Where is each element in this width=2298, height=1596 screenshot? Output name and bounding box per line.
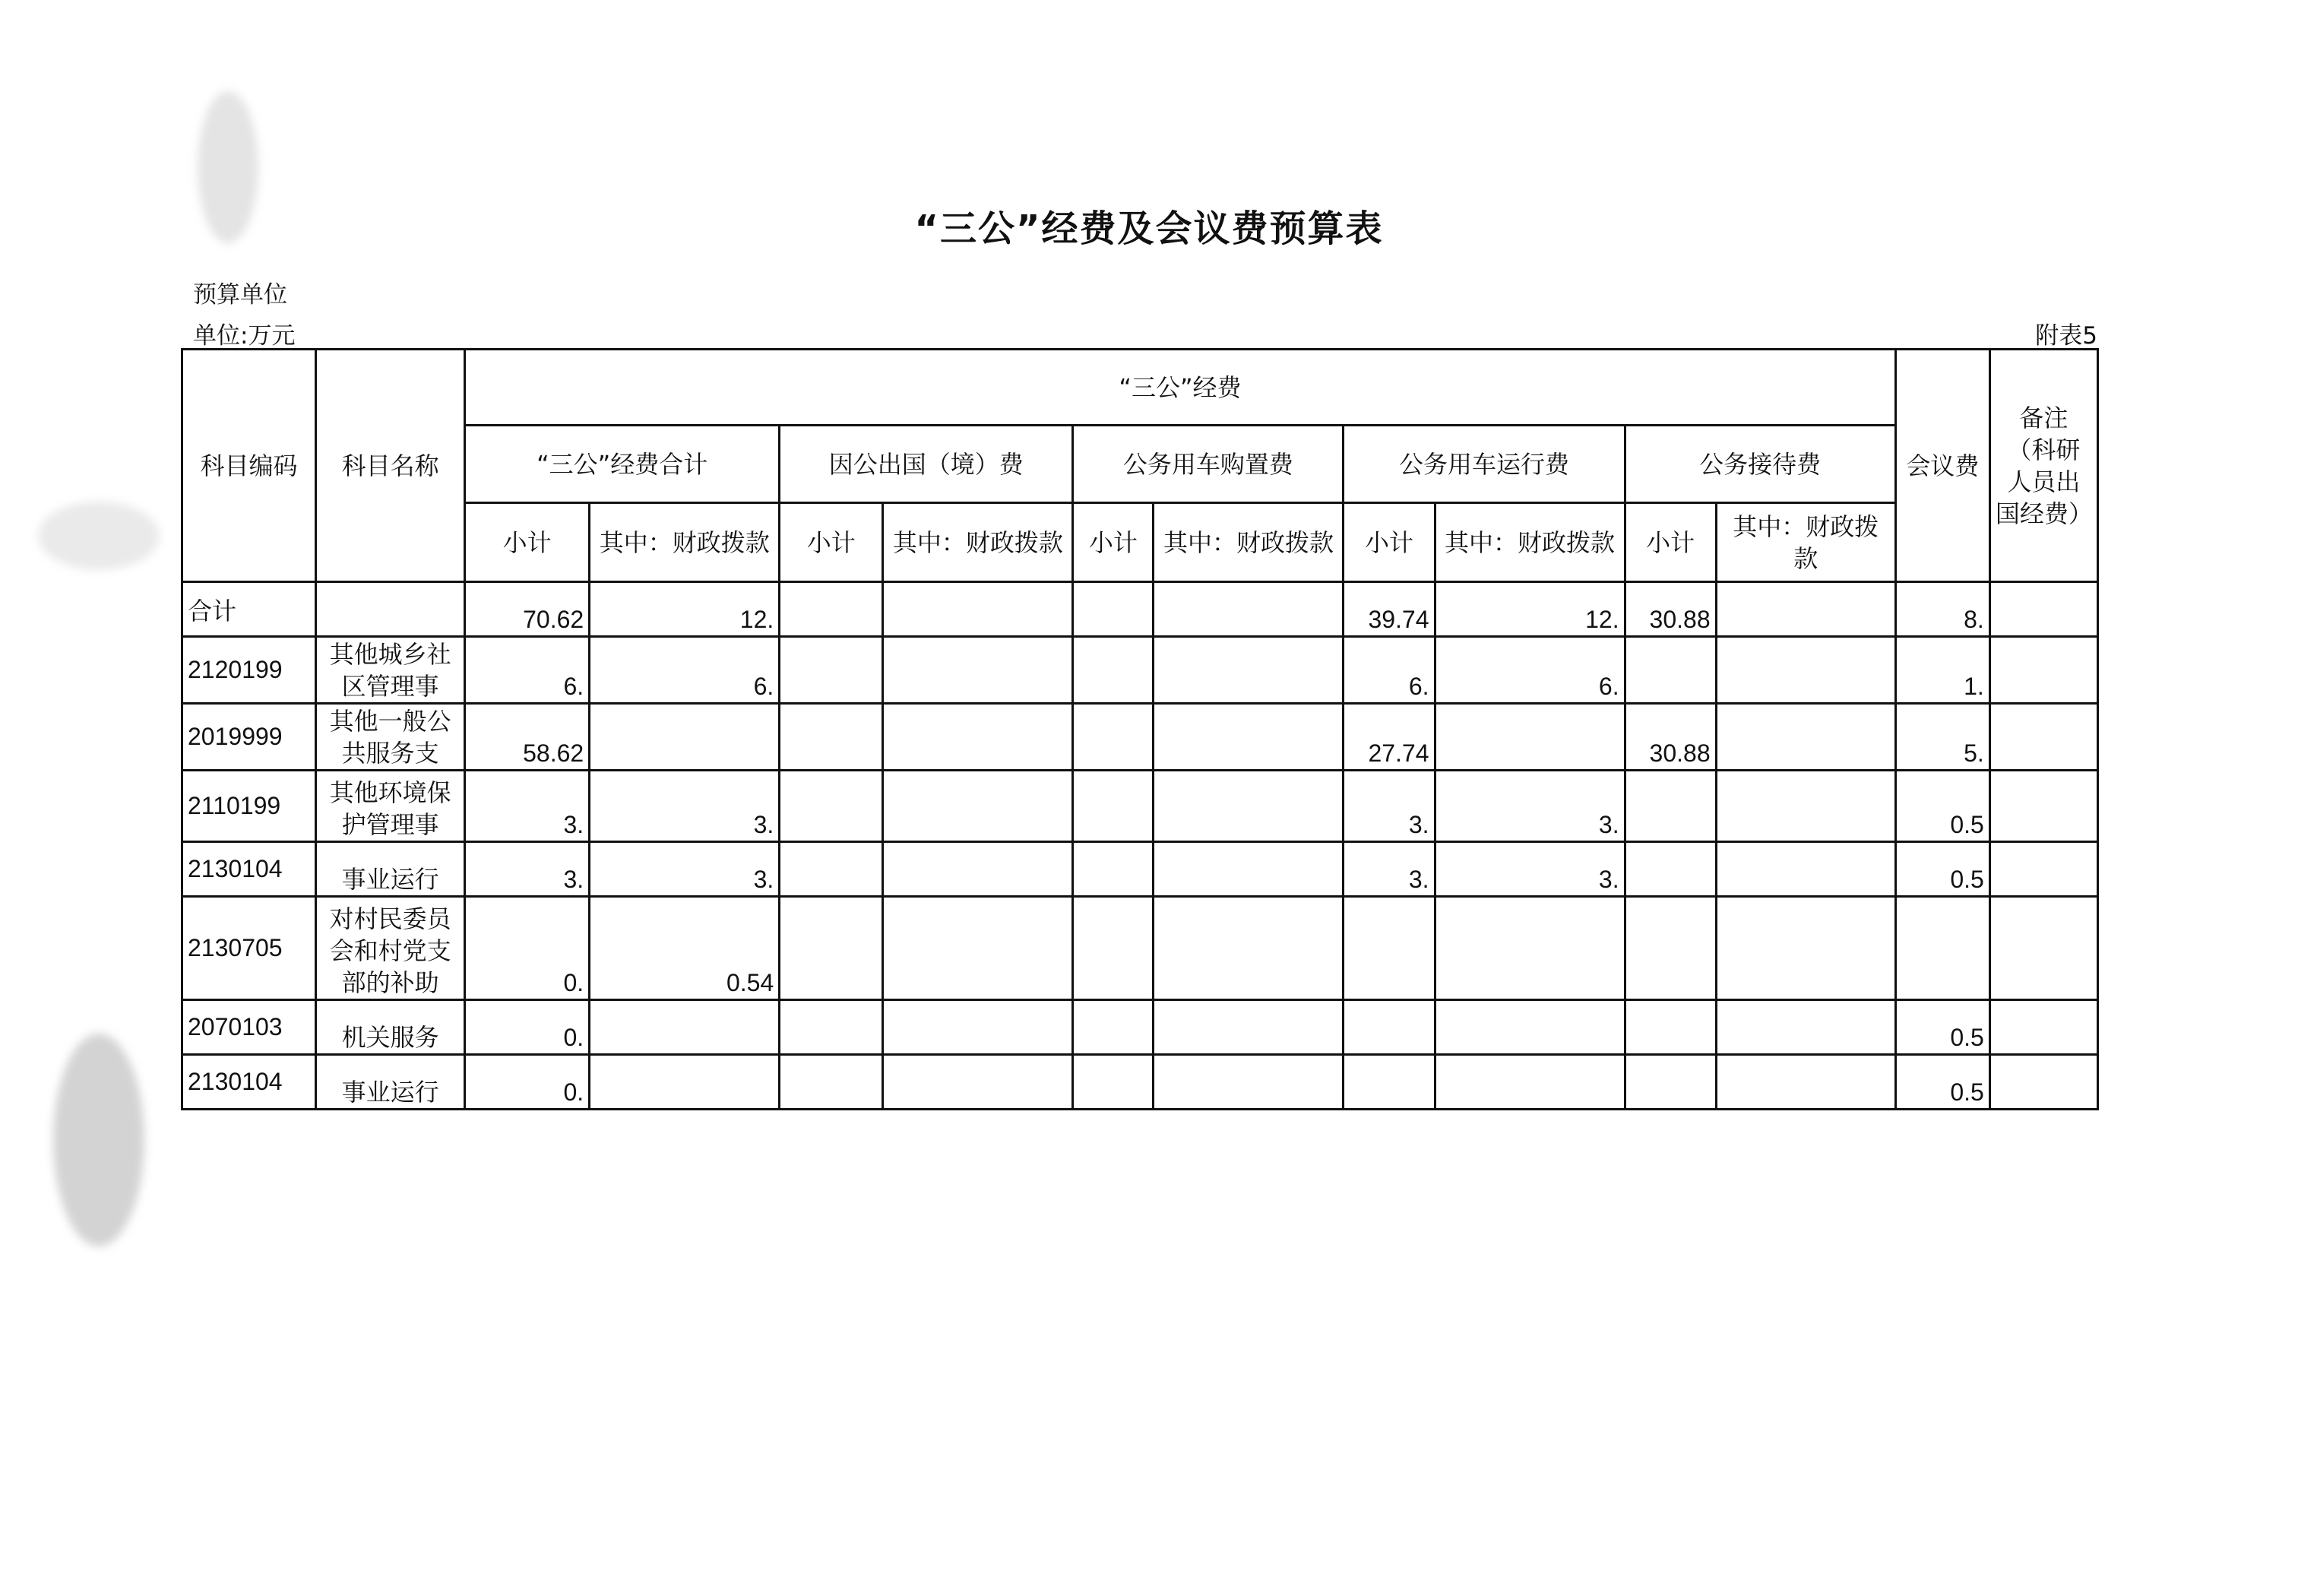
scan-smudge (53, 1034, 144, 1246)
cell-total-sub: 70.62 (465, 582, 590, 637)
cell-reception-sub (1625, 771, 1716, 842)
cell-remark (1989, 897, 2097, 1000)
cell-meeting: 8. (1895, 582, 1989, 637)
cell-car-buy-fiscal (1154, 637, 1344, 704)
cell-meeting: 1. (1895, 637, 1989, 704)
cell-reception-sub (1625, 897, 1716, 1000)
header-name: 科目名称 (316, 350, 465, 582)
cell-abroad-sub (780, 704, 883, 771)
cell-remark (1989, 704, 2097, 771)
cell-car-buy-fiscal (1154, 582, 1344, 637)
cell-abroad-sub (780, 582, 883, 637)
cell-abroad-fiscal (883, 842, 1073, 897)
unit-scale-label: 单位:万元 (193, 322, 296, 350)
header-subtotal: 小计 (1073, 503, 1154, 582)
cell-car-run-fiscal: 3. (1435, 842, 1625, 897)
cell-car-buy-sub (1073, 771, 1154, 842)
cell-reception-fiscal (1716, 1055, 1895, 1110)
cell-remark (1989, 1000, 2097, 1055)
table-row (182, 771, 2098, 842)
header-remark: 备注（科研人员出国经费） (1989, 350, 2097, 582)
cell-car-run-fiscal: 12. (1435, 582, 1625, 637)
cell-meeting: 0.5 (1895, 842, 1989, 897)
cell-reception-sub (1625, 1055, 1716, 1110)
cell-car-buy-sub (1073, 637, 1154, 704)
table-row (182, 1055, 2098, 1110)
cell-reception-sub (1625, 1000, 1716, 1055)
cell-abroad-fiscal (883, 637, 1073, 704)
attachment-label: 附表5 (2035, 322, 2097, 350)
cell-car-run-fiscal (1435, 897, 1625, 1000)
header-subtotal: 小计 (465, 503, 590, 582)
cell-name-text: 对村民委员会和村党支部的补助 (329, 904, 451, 997)
cell-abroad-fiscal (883, 1055, 1073, 1110)
cell-meeting: 0.5 (1895, 1000, 1989, 1055)
cell-code: 2130705 (182, 897, 316, 1000)
cell-car-run-fiscal: 3. (1435, 771, 1625, 842)
header-fiscal: 其中：财政拨款 (590, 503, 780, 582)
header-subtotal: 小计 (1625, 503, 1716, 582)
cell-name (316, 771, 465, 842)
header-group-total: “三公”经费合计 (465, 426, 780, 503)
cell-car-buy-sub (1073, 582, 1154, 637)
cell-car-buy-sub (1073, 897, 1154, 1000)
cell-code: 合计 (182, 582, 316, 637)
cell-name-text: 其他环境保护管理事 (329, 778, 451, 839)
cell-remark (1989, 637, 2097, 704)
cell-total-sub: 3. (465, 842, 590, 897)
cell-car-buy-sub (1073, 1055, 1154, 1110)
cell-abroad-sub (780, 1000, 883, 1055)
cell-name (316, 582, 465, 637)
cell-reception-sub (1625, 637, 1716, 704)
header-fiscal: 其中：财政拨款 (1716, 503, 1895, 582)
cell-car-run-fiscal (1435, 1000, 1625, 1055)
table-row (182, 1000, 2098, 1055)
cell-total-fiscal: 0.54 (590, 897, 780, 1000)
cell-car-run-sub (1344, 1055, 1435, 1110)
cell-code: 2070103 (182, 1000, 316, 1055)
cell-name-text: 其他一般公共服务支 (329, 707, 451, 768)
header-fiscal: 其中：财政拨款 (1154, 503, 1344, 582)
table-row (182, 842, 2098, 897)
header-fiscal: 其中：财政拨款 (1435, 503, 1625, 582)
cell-car-run-fiscal: 6. (1435, 637, 1625, 704)
cell-name-text: 机关服务 (341, 1023, 439, 1052)
header-meeting: 会议费 (1895, 350, 1989, 582)
cell-reception-sub (1625, 842, 1716, 897)
header-group-car-operation: 公务用车运行费 (1344, 426, 1625, 503)
cell-abroad-fiscal (883, 582, 1073, 637)
cell-total-fiscal (590, 704, 780, 771)
cell-car-run-sub (1344, 897, 1435, 1000)
header-fiscal: 其中：财政拨款 (883, 503, 1073, 582)
cell-remark (1989, 771, 2097, 842)
cell-name-text: 事业运行 (341, 865, 439, 894)
cell-total-sub: 3. (465, 771, 590, 842)
cell-car-run-sub: 3. (1344, 842, 1435, 897)
cell-reception-fiscal (1716, 1000, 1895, 1055)
cell-remark (1989, 1055, 2097, 1110)
cell-car-buy-sub (1073, 704, 1154, 771)
cell-car-run-sub: 27.74 (1344, 704, 1435, 771)
cell-abroad-fiscal (883, 704, 1073, 771)
cell-name (316, 1000, 465, 1055)
cell-car-buy-fiscal (1154, 704, 1344, 771)
cell-reception-fiscal (1716, 897, 1895, 1000)
cell-total-fiscal: 3. (590, 842, 780, 897)
cell-code: 2130104 (182, 842, 316, 897)
cell-car-buy-fiscal (1154, 897, 1344, 1000)
header-sangong: “三公”经费 (465, 350, 1896, 426)
cell-total-sub: 0. (465, 1000, 590, 1055)
cell-name (316, 897, 465, 1000)
cell-reception-sub: 30.88 (1625, 704, 1716, 771)
cell-abroad-sub (780, 842, 883, 897)
cell-car-buy-sub (1073, 1000, 1154, 1055)
cell-abroad-sub (780, 897, 883, 1000)
cell-name (316, 1055, 465, 1110)
cell-meeting: 0.5 (1895, 771, 1989, 842)
cell-meeting: 0.5 (1895, 1055, 1989, 1110)
cell-abroad-sub (780, 771, 883, 842)
cell-name (316, 842, 465, 897)
cell-car-run-sub (1344, 1000, 1435, 1055)
cell-reception-fiscal (1716, 771, 1895, 842)
header-subtotal: 小计 (780, 503, 883, 582)
cell-code: 2019999 (182, 704, 316, 771)
table-row (182, 637, 2098, 704)
budget-table (181, 348, 2099, 1110)
cell-reception-fiscal (1716, 842, 1895, 897)
cell-reception-sub: 30.88 (1625, 582, 1716, 637)
cell-remark (1989, 842, 2097, 897)
cell-car-run-sub: 3. (1344, 771, 1435, 842)
cell-remark (1989, 582, 2097, 637)
cell-code: 2120199 (182, 637, 316, 704)
cell-total-sub: 0. (465, 1055, 590, 1110)
cell-abroad-sub (780, 637, 883, 704)
cell-car-run-sub: 6. (1344, 637, 1435, 704)
cell-name (316, 637, 465, 704)
cell-total-fiscal (590, 1055, 780, 1110)
cell-car-run-sub: 39.74 (1344, 582, 1435, 637)
cell-code: 2130104 (182, 1055, 316, 1110)
cell-total-sub: 6. (465, 637, 590, 704)
cell-total-fiscal: 12. (590, 582, 780, 637)
header-subtotal: 小计 (1344, 503, 1435, 582)
cell-meeting (1895, 897, 1989, 1000)
cell-reception-fiscal (1716, 582, 1895, 637)
cell-car-buy-fiscal (1154, 771, 1344, 842)
cell-car-run-fiscal (1435, 1055, 1625, 1110)
cell-meeting: 5. (1895, 704, 1989, 771)
page-title: “三公”经费及会议费预算表 (914, 207, 1384, 250)
cell-total-sub: 0. (465, 897, 590, 1000)
budget-unit-label: 预算单位 (193, 281, 287, 309)
cell-name (316, 704, 465, 771)
table-row (182, 582, 2098, 637)
cell-abroad-sub (780, 1055, 883, 1110)
cell-reception-fiscal (1716, 637, 1895, 704)
cell-abroad-fiscal (883, 897, 1073, 1000)
cell-code: 2110199 (182, 771, 316, 842)
cell-total-fiscal (590, 1000, 780, 1055)
header-group-abroad: 因公出国（境）费 (780, 426, 1073, 503)
cell-total-fiscal: 6. (590, 637, 780, 704)
cell-car-buy-sub (1073, 842, 1154, 897)
cell-total-fiscal: 3. (590, 771, 780, 842)
table-row (182, 897, 2098, 1000)
cell-car-buy-fiscal (1154, 842, 1344, 897)
table-row (182, 704, 2098, 771)
scan-smudge (38, 502, 160, 570)
cell-reception-fiscal (1716, 704, 1895, 771)
cell-abroad-fiscal (883, 1000, 1073, 1055)
cell-total-sub: 58.62 (465, 704, 590, 771)
cell-car-run-fiscal (1435, 704, 1625, 771)
header-group-car-purchase: 公务用车购置费 (1073, 426, 1344, 503)
cell-car-buy-fiscal (1154, 1000, 1344, 1055)
header-code: 科目编码 (182, 350, 316, 582)
cell-abroad-fiscal (883, 771, 1073, 842)
header-group-reception: 公务接待费 (1625, 426, 1895, 503)
cell-name-text: 其他城乡社区管理事 (329, 640, 451, 701)
cell-name-text: 事业运行 (341, 1078, 439, 1107)
cell-car-buy-fiscal (1154, 1055, 1344, 1110)
